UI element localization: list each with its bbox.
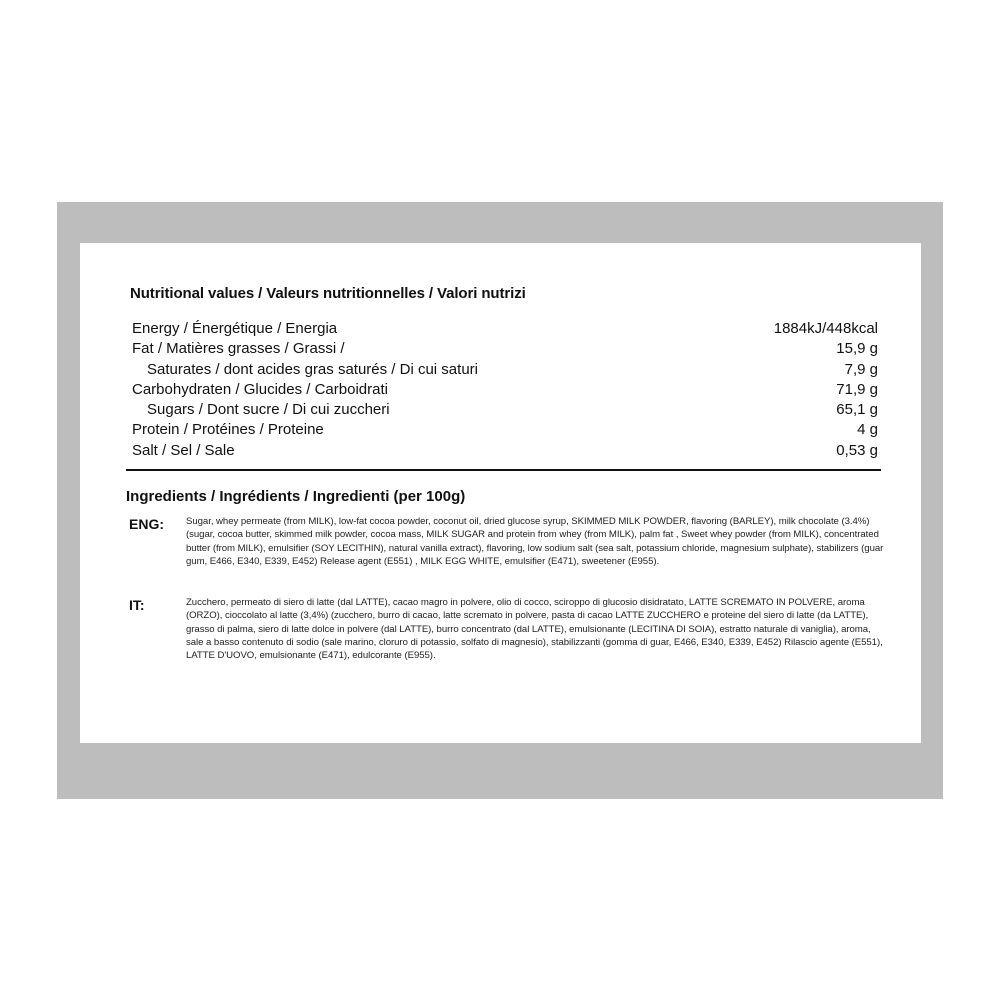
nutrition-row-energy [132,319,878,339]
nutrient-name: Fat / Matières grasses / Grassi / [132,340,345,358]
nutrient-value: 71,9 g [836,380,878,398]
nutrition-row-saturates [132,360,878,380]
nutrition-row-sugars [132,400,878,420]
ingredients-text: Zucchero, permeato di siero di latte (dal LATTE), cacao magro in polvere, olio di cocco, sciroppo di glucosio disidratato, LATTE SCREMATO IN POLVERE, aroma (ORZO), cioccolato al latte (3,4%) (zucchero, burro di cacao, latte scremato in polvere, pasta di cacao LATTE ZUCCHERO e proteine del siero di latte (da LATTE), grasso di palma, siero di latte dolce in polvere (dal LATTE), burro concentrato (dal LATTE), emulsionante (LECITINA DI SOIA), estratto naturale di vaniglia), aroma, sale a basso contenuto di sodio (sale marino, cloruro di potassio, solfato di magnesio), stabilizzanti (gomma di guar, E466, E340, E339, E452) Rilascio agente (E551), LATTE D'UOVO, emulsionante (E471), edulcorante (E955). [186,597,883,662]
nutrition-row-salt [132,441,878,461]
nutrition-table [132,319,878,461]
nutrient-value: 1884kJ/448kcal [773,320,878,337]
nutrient-value: 4 g [857,421,878,439]
nutrient-name: Energy / Énergétique / Energia [132,320,338,337]
nutrient-value: 0,53 g [836,441,878,459]
ingredients-text: Sugar, whey permeate (from MILK), low-fat cocoa powder, coconut oil, dried glucose syrup, SKIMMED MILK POWDER, flavoring (BARLEY), milk chocolate (3.4%) (sugar, cocoa butter, skimmed milk powder, cocoa mass, MILK SUGAR and protein from whey (from MILK), palm fat , Sweet whey powder (from MILK), concentrated butter (from MILK), emulsifier (SOY LECITHIN), natural vanilla extract), flavoring, low sodium salt (sea salt, potassium chloride, magnesium sulphate), stabilizers (guar gum, E466, E340, E339, E452) Release agent (E551) , MILK EGG WHITE, emulsifier (E471), sweetener (E955). [186,516,884,567]
nutrition-row-carbohydrates [132,380,878,400]
nutrition-row-protein [132,420,878,440]
nutrient-name: Sugars / Dont sucre / Di cui zuccheri [147,401,390,419]
language-code: ENG: [129,516,164,532]
nutrient-name: Protein / Protéines / Proteine [132,421,324,439]
nutrient-name: Saturates / dont acides gras saturés / Di cui saturi [147,360,478,378]
nutrition-row-fat [132,339,878,359]
language-code: IT: [129,597,145,613]
section-divider [126,469,881,471]
ingredients-title: Ingredients / Ingrédients / Ingredienti (per 100g) [126,488,466,505]
nutrition-title: Nutritional values / Valeurs nutritionnelles / Valori nutrizi [130,285,526,302]
ingredients-italian [129,596,889,662]
nutrient-value: 65,1 g [836,401,878,419]
nutrient-value: 15,9 g [836,340,878,358]
nutrient-value: 7,9 g [844,360,878,378]
nutrient-name: Salt / Sel / Sale [132,441,235,459]
nutrient-name: Carbohydraten / Glucides / Carboidrati [132,380,388,398]
ingredients-english [129,515,889,568]
nutrition-label [80,243,921,743]
